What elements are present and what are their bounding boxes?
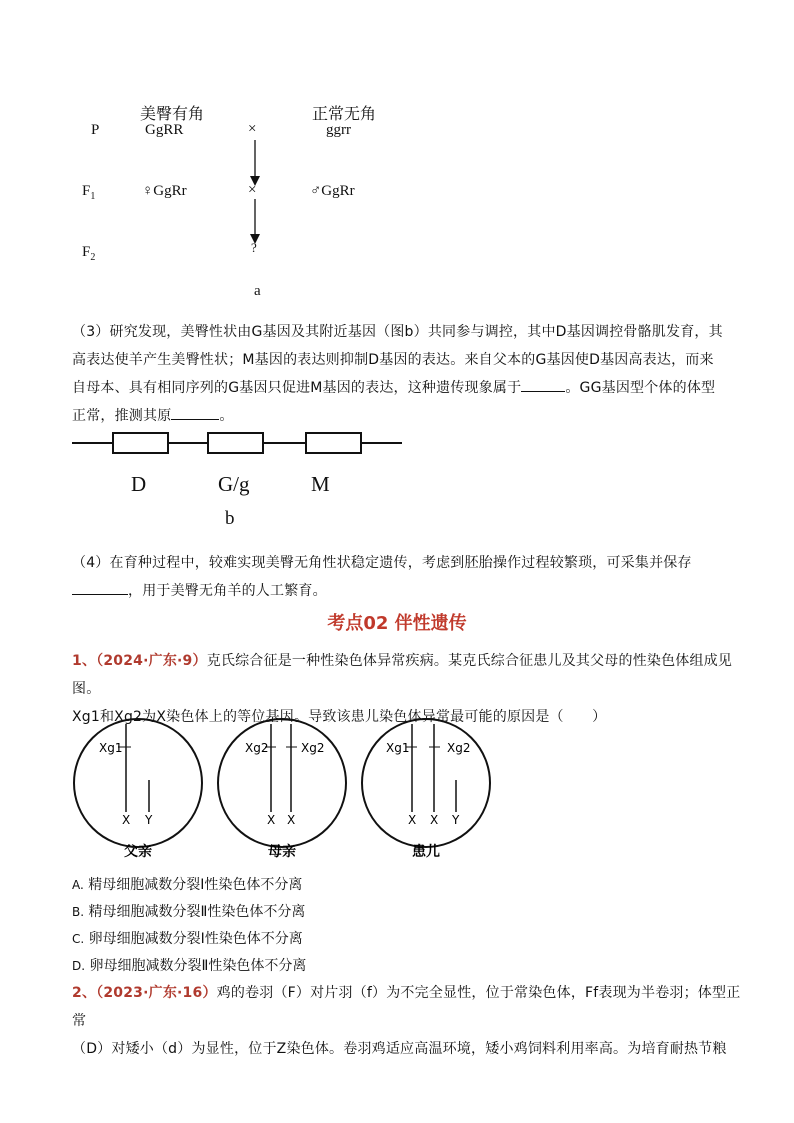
q1-line-2: Xg1和Xg2为X染色体上的等位基因。导致该患儿染色体异常最可能的原因是（ ） [72,709,607,725]
gene-label-m: M [311,472,330,496]
q4-line-1: （4）在育种过程中，较难实现美臀无角性状稳定遗传，考虑到胚胎操作过程较繁琐，可采集并保存 [72,555,692,571]
child-caption: 患儿 [412,844,440,860]
father-chrom-x: X [122,813,131,827]
gene-box-g [207,432,264,454]
row-f1-label: $F_1$ [82,183,96,202]
q2-line-2: （D）对矮小（d）为显性，位于Z染色体。卷羽鸡适应高温环境，矮小鸡饲料利用率高。为培育耐热节粮 [72,1041,727,1057]
section-title: 考点02 伴性遗传 [327,613,467,634]
q3-line-1: （3）研究发现，美臀性状由G基因及其附近基因（图b）共同参与调控，其中D基因调控骨骼肌发育，其 [72,324,723,340]
gene-box-m [305,432,362,454]
question-2 [72,979,752,1063]
mother-chrom-x2: X [287,813,296,827]
mother-gene-left-label: Xg2 [245,741,269,755]
option-b[interactable]: B. 精母细胞减数分裂Ⅱ性染色体不分离 [72,904,306,920]
option-c[interactable]: C. 卵母细胞减数分裂Ⅰ性染色体不分离 [72,931,303,947]
row-f1-male-genotype: ♂GgRr [310,183,355,199]
q3-blank-2[interactable] [171,405,219,420]
mother-gene-right-label: Xg2 [301,741,325,755]
option-a[interactable]: A. 精母细胞减数分裂Ⅰ性染色体不分离 [72,877,303,893]
cell-father [74,719,202,847]
gene-label-d: D [131,472,147,496]
q2-line-1: 2、（2023·广东·16）鸡的卷羽（F）对片羽（f）为不完全显性，位于常染色体，Ff表现为半卷羽；体型正常 [72,985,741,1029]
q3-blank-1[interactable] [521,377,565,392]
option-d[interactable]: D. 卵母细胞减数分裂Ⅱ性染色体不分离 [72,958,307,974]
child-chrom-x1: X [408,813,417,827]
q1-source: （2024·广东·9） [96,653,207,669]
figure-a-caption: a [254,283,261,299]
gene-box-d [112,432,169,454]
q3-line-3: 自母本、具有相同序列的G基因只促进M基因的表达，这种遗传现象属于 。GG基因型个体的体型 [72,374,732,402]
q4-blank[interactable] [72,580,128,595]
q1-number: 1、 [72,653,97,669]
cell-child [362,719,490,847]
cell-mother [218,719,346,847]
q1-line-1: 1、（2024·广东·9）克氏综合征是一种性染色体异常疾病。某克氏综合征患儿及其父母的性染色体组成见图。 [72,653,733,697]
q3-line-4: 正常，推测其原 。 [72,402,732,430]
q2-source: （2023·广东·16） [96,985,217,1001]
mother-chrom-x1: X [267,813,276,827]
child-chrom-y: Y [452,813,460,827]
row-p-cross-symbol: × [248,121,257,137]
row-p-left-genotype: GgRR [145,122,184,138]
row-p-right-genotype: ggrr [326,122,351,138]
figure-b-caption: b [225,508,235,529]
row-f1-cross-symbol: × [248,182,257,198]
row-f2-result: ? [251,240,257,255]
mother-caption: 母亲 [268,844,296,860]
father-gene-label: Xg1 [99,741,123,755]
row-f1-female-genotype: ♀GgRr [142,183,187,199]
child-gene-left-label: Xg1 [386,741,410,755]
question-4 [72,549,732,605]
phenotype-left-label: 美臀有角 [140,104,205,123]
q4-line-2: ，用于美臀无角羊的人工繁育。 [72,577,732,605]
gene-label-g: G/g [218,472,250,496]
father-caption: 父亲 [124,844,152,860]
father-chrom-y: Y [145,813,153,827]
row-p-label: P [91,122,100,138]
row-f2-label: $F_2$ [82,244,96,263]
child-gene-right-label: Xg2 [447,741,471,755]
chromosome-figure [72,714,502,864]
q2-number: 2、 [72,985,97,1001]
child-chrom-x2: X [430,813,439,827]
q3-line-2: 高表达使羊产生美臀性状；M基因的表达则抑制D基因的表达。来自父本的G基因使D基因高表达，而来 [72,352,714,368]
question-3 [72,318,732,430]
phenotype-right-label: 正常无角 [312,104,377,123]
